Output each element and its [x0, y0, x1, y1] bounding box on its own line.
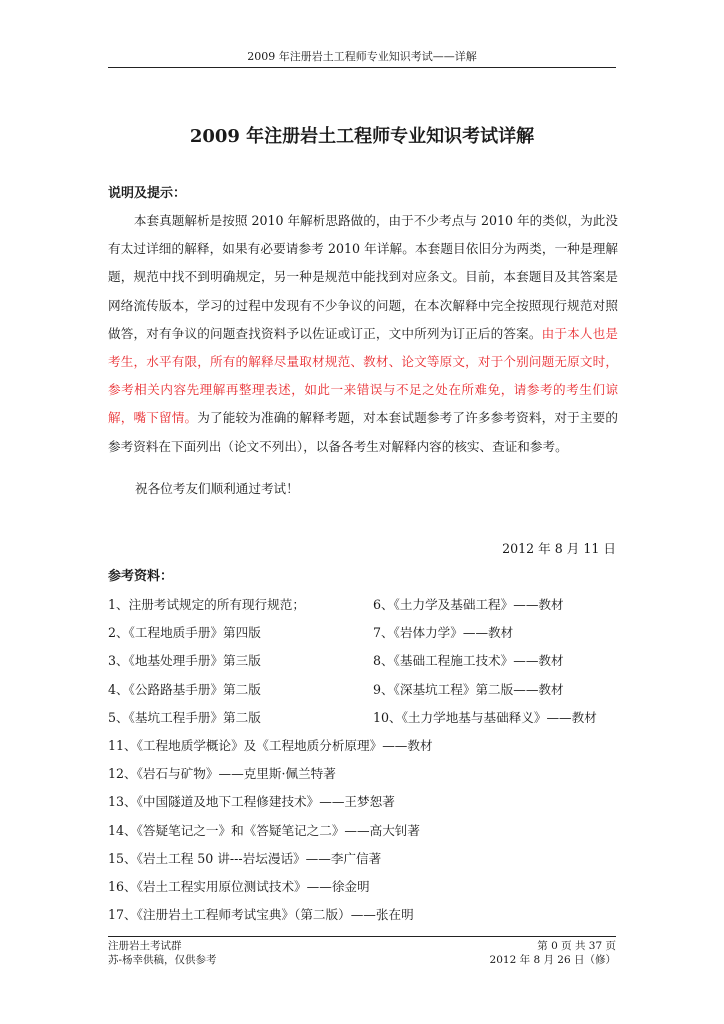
- reference-item: 6、《土力学及基础工程》——教材: [373, 597, 564, 612]
- footer-right: [490, 939, 616, 967]
- reference-row: [108, 651, 618, 679]
- reference-item: 15、《岩土工程 50 讲---岩坛漫话》——李广信著: [108, 850, 382, 866]
- reference-row: [108, 905, 618, 933]
- footer-rule: [108, 936, 616, 937]
- reference-row: [108, 792, 618, 820]
- footer-revised-date: 2012 年 8 月 26 日（修）: [489, 954, 616, 966]
- footer-left: [108, 939, 217, 967]
- running-header: 2009 年注册岩土工程师专业知识考试——详解: [247, 50, 477, 63]
- footer-group: 注册岩土考试群: [108, 940, 182, 952]
- notes-text-red: 由于本人也是考生，水平有限，所有的解释尽量取材规范、教材、论文等原文，对于个别问题无原文时，参考相关内容先理解再整理表述，如此一来错误与不足之处在所难免，请参考的考生们谅解，嘴下留情。: [108, 325, 619, 426]
- reference-item: 1、注册考试规定的所有现行规范；: [108, 597, 305, 612]
- reference-item: 10、《土力学地基与基础释义》——教材: [373, 709, 597, 725]
- closing-wish: 祝各位考友们顺利通过考试！: [135, 481, 299, 496]
- reference-item: 11、《工程地质学概论》及《工程地质分析原理》——教材: [108, 737, 433, 753]
- reference-item: 5、《基坑工程手册》第二版: [108, 709, 261, 725]
- reference-row: [108, 849, 618, 877]
- reference-row: [108, 623, 618, 651]
- reference-row: [108, 764, 618, 792]
- reference-item: 4、《公路路基手册》第二版: [108, 681, 261, 697]
- notes-text-part1: 本套真题解析是按照 2010 年解析思路做的，由于不少考点与 2010 年的类似，为此没有太过详细的解释，如果有必要请参考 2010 年详解。本套题目依旧分为两类，一种是理解题，规范中找不到明确规定，另一种是规范中能找到对应条文。目前，本套题目及其答案是网络流传版本，学习的过程中发现有不少争议的问题，在本次解释中完全按照现行规范对照做答，对有争议的问题查找资料予以佐证或订正，文中所列为订正后的答案。: [108, 213, 618, 341]
- reference-row: [108, 821, 618, 849]
- reference-row: [108, 708, 618, 736]
- document-title: 2009 年注册岩土工程师专业知识考试详解: [189, 126, 535, 147]
- reference-row: [108, 595, 618, 623]
- reference-row: [108, 736, 618, 764]
- notes-paragraph: [108, 207, 618, 461]
- reference-row: [108, 680, 618, 708]
- notes-text-part2: 为了能较为准确的解释考题，对本套试题参考了许多参考资料，对于主要的参考资料在下面列出（论文不列出），以备各考生对解释内容的核实、查证和参考。: [108, 410, 619, 454]
- reference-item: 13、《中国隧道及地下工程修建技术》——王梦恕著: [108, 794, 395, 810]
- notes-date: 2012 年 8 月 11 日: [502, 541, 616, 556]
- reference-list: [108, 595, 618, 933]
- header-rule: [108, 67, 616, 68]
- notes-heading: 说明及提示：: [108, 186, 187, 201]
- reference-item: 3、《地基处理手册》第三版: [108, 653, 261, 669]
- reference-item: 16、《岩土工程实用原位测试技术》——徐金明: [108, 878, 370, 894]
- reference-item: 8、《基础工程施工技术》——教材: [373, 653, 564, 669]
- reference-item: 2、《工程地质手册》第四版: [108, 625, 261, 641]
- reference-item: 7、《岩体力学》——教材: [373, 625, 514, 641]
- reference-row: [108, 877, 618, 905]
- references-heading: 参考资料：: [108, 569, 174, 584]
- reference-item: 17、《注册岩土工程师考试宝典》（第二版）——张在明: [108, 907, 414, 923]
- footer-author: 苏-杨幸供稿，仅供参考: [108, 954, 217, 966]
- reference-item: 9、《深基坑工程》第二版——教材: [373, 681, 564, 697]
- footer-page-info: 第 0 页 共 37 页: [537, 940, 616, 952]
- reference-item: 14、《答疑笔记之一》和《答疑笔记之二》——高大钊著: [108, 822, 420, 838]
- reference-item: 12、《岩石与矿物》——克里斯·佩兰特著: [108, 766, 336, 782]
